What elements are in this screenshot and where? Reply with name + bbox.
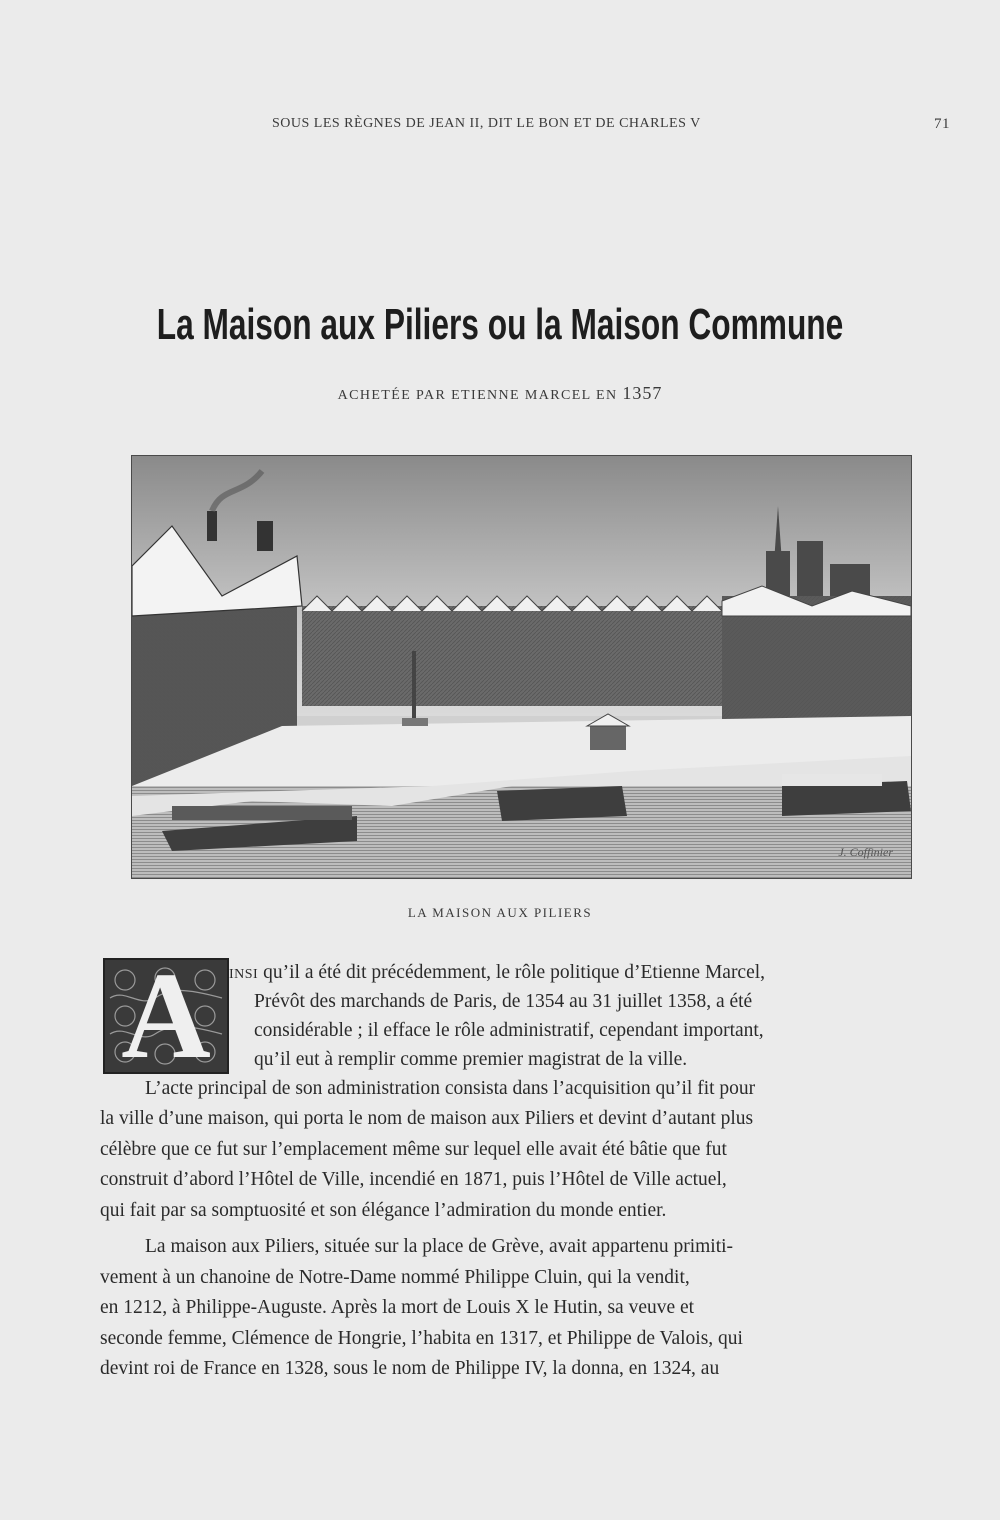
page-number: 71: [934, 116, 950, 132]
text-line: la ville d’une maison, qui porta le nom de maison aux Piliers et devint d’autant plus: [100, 1108, 754, 1129]
text-line: Prévôt des marchands de Paris, de 1354 au 31 juillet 1358, a été: [254, 991, 753, 1012]
engraving-illustration: [131, 455, 912, 879]
text-line: qui fait par sa somptuosité et son élégance l’admiration du monde entier.: [100, 1200, 667, 1221]
text-line: construit d’abord l’Hôtel de Ville, incendié en 1871, puis l’Hôtel de Ville actuel,: [100, 1169, 727, 1190]
chapter-title: La Maison aux Piliers ou la Maison Commune: [156, 300, 844, 349]
text-line: célèbre que ce fut sur l’emplacement même sur lequel elle avait été bâtie que fut: [100, 1139, 727, 1160]
small-hut: [590, 724, 626, 750]
text-line: [229, 960, 765, 988]
chapter-subtitle: [0, 383, 1000, 404]
running-title: SOUS LES RÈGNES DE JEAN II, DIT LE BON ET DE CHARLES V: [272, 116, 701, 131]
text-line: en 1212, à Philippe-Auguste. Après la mort de Louis X le Hutin, sa veuve et: [100, 1297, 695, 1318]
running-head: [0, 116, 1000, 138]
text-line: vement à un chanoine de Notre-Dame nommé Philippe Cluin, qui la vendit,: [100, 1267, 690, 1288]
winter-square-engraving: [132, 456, 911, 878]
drop-cap-letter: A: [121, 947, 211, 1084]
house-row: [302, 586, 911, 726]
text-line: La maison aux Piliers, située sur la place de Grève, avait appartenu primiti-: [145, 1236, 734, 1257]
text-line: considérable ; il efface le rôle administratif, cependant important,: [254, 1020, 764, 1041]
smallcap-word: INSI: [229, 967, 259, 982]
text-line: qu’il eut à remplir comme premier magistrat de la ville.: [254, 1049, 688, 1070]
text-line: seconde femme, Clémence de Hongrie, l’habita en 1317, et Philippe de Valois, qui: [100, 1328, 743, 1349]
illustration-caption: LA MAISON AUX PILIERS: [407, 905, 593, 920]
engraving-signature: J. Coffinier: [838, 845, 893, 859]
text-line: L’acte principal de son administration consista dans l’acquisition qu’il fit pour: [145, 1078, 756, 1099]
subtitle-year: 1357: [622, 383, 663, 403]
ornamental-drop-cap: [103, 947, 229, 1084]
text-span: qu’il a été dit précédemment, le rôle politique d’Etienne Marcel,: [258, 962, 766, 983]
text-line: devint roi de France en 1328, sous le nom de Philippe IV, la donna, en 1324, au: [100, 1358, 720, 1379]
subtitle-text: ACHETÉE PAR ETIENNE MARCEL EN: [337, 388, 618, 403]
